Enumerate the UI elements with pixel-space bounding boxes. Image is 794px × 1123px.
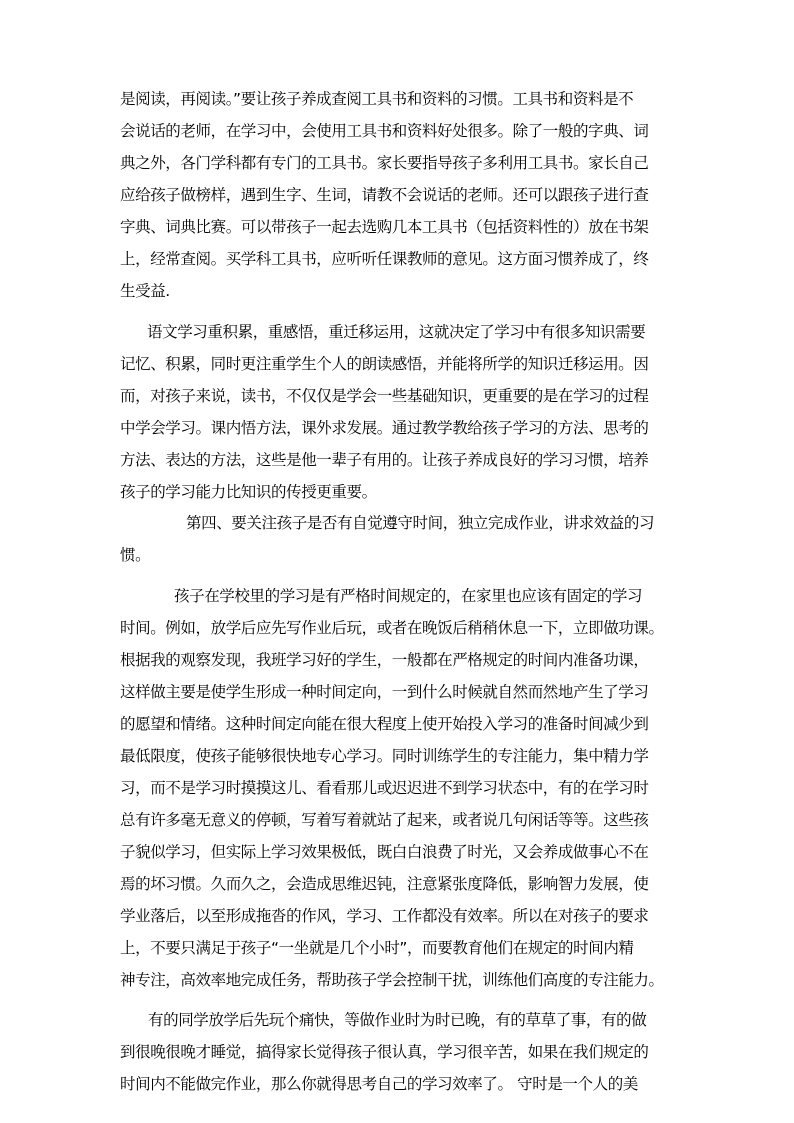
text-line: 应给孩子做榜样，遇到生字、生词，请教不会说话的老师。还可以跟孩子进行查 bbox=[120, 186, 649, 204]
text-line: 记忆、积累，同时更注重学生个人的朗读感悟，并能将所学的知识迁移运用。因 bbox=[120, 355, 649, 373]
text-line: 字典、词典比赛。可以带孩子一起去选购几本工具书（包括资料性的）放在书架 bbox=[120, 218, 649, 236]
text-line: 时间。例如，放学后应先写作业后玩，或者在晚饭后稍稍休息一下，立即做功课。 bbox=[120, 619, 664, 637]
text-line: 时间内不能做完作业，那么你就得思考自己的学习效率了。 守时是一个人的美 bbox=[120, 1075, 638, 1093]
text-line: 总有许多毫无意义的停顿，写着写着就站了起来，或者说几句闲话等等。这些孩 bbox=[120, 811, 649, 829]
text-line: 孩子的学习能力比知识的传授更重要。 bbox=[120, 483, 377, 501]
paragraph-first-line: 有的同学放学后先玩个痛快，等做作业时为时已晚，有的草草了事，有的做 bbox=[148, 1011, 647, 1029]
text-line: 学业落后，以至形成拖沓的作风，学习、工作都没有效率。所以在对孩子的要求 bbox=[120, 907, 649, 925]
text-line: 典之外，各门学科都有专门的工具书。家长要指导孩子多利用工具书。家长自己 bbox=[120, 154, 649, 172]
paragraph-first-line: 语文学习重积累，重感悟，重迁移运用，这就决定了学习中有很多知识需要 bbox=[147, 323, 646, 341]
section-heading-continuation: 惯。 bbox=[120, 546, 151, 564]
text-line: 根据我的观察发现，我班学习好的学生，一般都在严格规定的时间内准备功课， bbox=[120, 651, 649, 669]
text-line: 最低限度，使孩子能够很快地专心学习。同时训练学生的专注能力，集中精力学 bbox=[120, 747, 649, 765]
text-line: 而，对孩子来说，读书，不仅仅是学会一些基础知识，更重要的是在学习的过程 bbox=[120, 387, 649, 405]
text-line: 这样做主要是使学生形成一种时间定向，一到什么时候就自然而然地产生了学习 bbox=[120, 683, 649, 701]
text-line: 的愿望和情绪。这种时间定向能在很大程度上使开始投入学习的准备时间减少到 bbox=[120, 715, 649, 733]
text-line: 生受益. bbox=[120, 282, 170, 300]
text-line: 是阅读，再阅读。”要让孩子养成查阅工具书和资料的习惯。工具书和资料是不 bbox=[120, 90, 634, 108]
text-line: 会说话的老师，在学习中，会使用工具书和资料好处很多。除了一般的字典、词 bbox=[120, 122, 649, 140]
text-line: 焉的坏习惯。久而久之，会造成思维迟钝，注意紧张度降低，影响智力发展，使 bbox=[120, 875, 649, 893]
text-line: 神专注，高效率地完成任务，帮助孩子学会控制干扰，训练他们高度的专注能力。 bbox=[120, 971, 664, 989]
paragraph-first-line: 孩子在学校里的学习是有严格时间规定的，在家里也应该有固定的学习 bbox=[174, 587, 643, 605]
text-line: 上，经常查阅。买学科工具书，应听听任课教师的意见。这方面习惯养成了，终 bbox=[120, 250, 649, 268]
text-line: 子貌似学习，但实际上学习效果极低，既白白浪费了时光，又会养成做事心不在 bbox=[120, 843, 649, 861]
text-line: 上，不要只满足于孩子“一坐就是几个小时”，而要教育他们在规定的时间内精 bbox=[120, 939, 634, 957]
section-heading: 第四、要关注孩子是否有自觉遵守时间，独立完成作业，讲求效益的习 bbox=[186, 514, 655, 532]
text-line: 中学会学习。课内悟方法，课外求发展。通过教学教给孩子学习的方法、思考的 bbox=[120, 419, 649, 437]
text-line: 到很晚很晚才睡觉，搞得家长觉得孩子很认真，学习很辛苦，如果在我们规定的 bbox=[120, 1043, 649, 1061]
text-line: 习，而不是学习时摸摸这儿、看看那儿或迟迟进不到学习状态中，有的在学习时 bbox=[120, 779, 649, 797]
text-line: 方法、表达的方法，这些是他一辈子有用的。让孩子养成良好的学习习惯，培养 bbox=[120, 451, 649, 469]
